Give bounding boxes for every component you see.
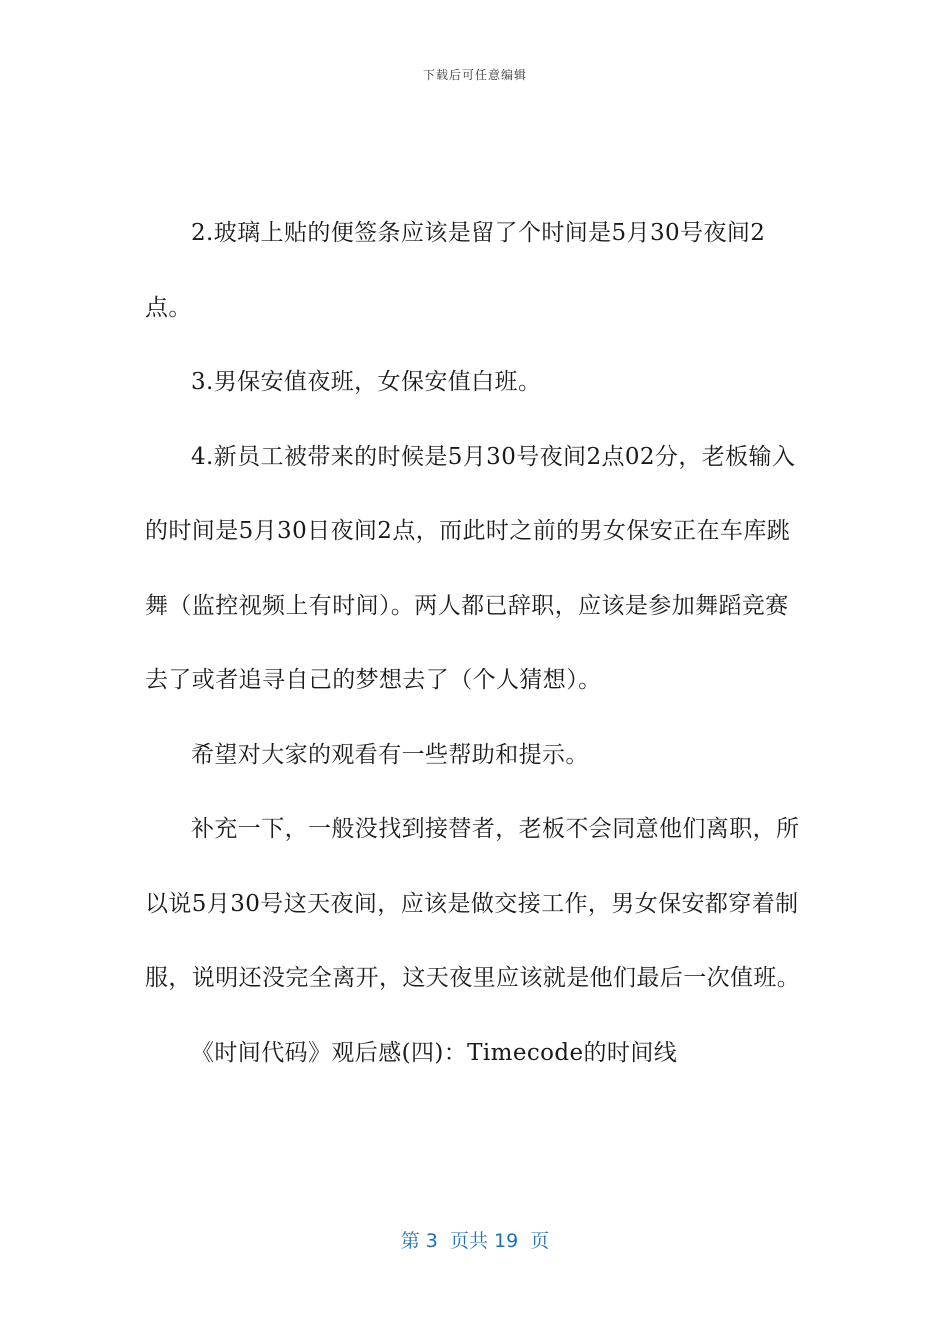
paragraph-note-2: 2.玻璃上贴的便签条应该是留了个时间是5月30号夜间2点。 [145,220,766,321]
page-number-footer: 第 3 页共 19 页 [400,1230,550,1252]
paragraph-note-3: 3.男保安值夜班，女保安值白班。 [191,369,542,395]
section-heading: 《时间代码》观后感(四)：Timecode的时间线 [191,1039,678,1066]
paragraph-note-4: 4.新员工被带来的时候是5月30号夜间2点02分，老板输入的时间是5月30日夜间2点，而此时之前的男女保安正在车库跳舞（监控视频上有时间）。两人都已辞职，应该是参加舞蹈竞赛去了或者追寻自己的梦想去了（个人猜想）。 [145,443,796,693]
paragraph-supplement: 补充一下，一般没找到接替者，老板不会同意他们离职，所以说5月30号这天夜间，应该是做交接工作，男女保安都穿着制服，说明还没完全离开，这天夜里应该就是他们最后一次值班。 [145,816,801,991]
header-note: 下载后可任意编辑 [422,68,527,82]
document-body [145,196,810,1090]
paragraph-hope: 希望对大家的观看有一些帮助和提示。 [191,741,589,768]
